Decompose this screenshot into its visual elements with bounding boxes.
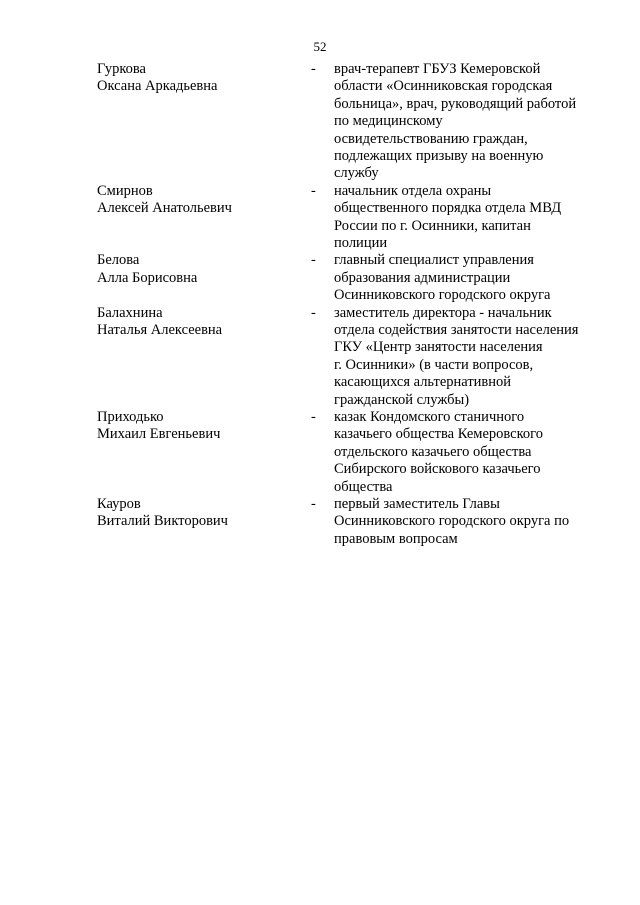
member-role-line: России по г. Осинники, капитан — [334, 217, 531, 234]
member-role — [334, 409, 596, 496]
member-person — [97, 409, 297, 496]
member-role-line: Осинниковского городского округа — [334, 287, 551, 304]
member-role-line: казак Кондомского станичного — [334, 408, 525, 425]
member-role-line: отдела содействия занятости населения — [334, 321, 579, 338]
member-given-names: Наталья Алексеевна — [97, 321, 223, 338]
member-entry — [0, 61, 640, 183]
member-person — [97, 61, 297, 183]
member-role-line: Осинниковского городского округа по — [334, 513, 570, 530]
member-role-line: образования администрации — [334, 269, 511, 286]
entry-dash: - — [311, 252, 316, 269]
member-role-line: подлежащих призыву на военную — [334, 148, 544, 165]
member-role-line: общественного порядка отдела МВД — [334, 200, 562, 217]
member-person — [97, 183, 297, 253]
member-role-line: заместитель директора - начальник — [334, 304, 552, 321]
member-role-line: первый заместитель Главы — [334, 495, 500, 512]
member-role-line: службу — [334, 165, 379, 182]
member-role-line: гражданской службы) — [334, 391, 470, 408]
entry-dash: - — [311, 304, 316, 321]
member-role — [334, 496, 596, 548]
member-given-names: Михаил Евгеньевич — [97, 426, 221, 443]
member-role-line: полиции — [334, 235, 388, 252]
member-role-line: начальник отдела охраны — [334, 182, 492, 199]
member-surname: Смирнов — [97, 182, 153, 199]
member-role-line: казачьего общества Кемеровского — [334, 426, 543, 443]
member-surname: Кауров — [97, 495, 141, 512]
member-role-line: правовым вопросам — [334, 530, 458, 547]
entry-dash: - — [311, 408, 316, 425]
member-role-line: врач-терапевт ГБУЗ Кемеровской — [334, 61, 541, 77]
member-role-line: отдельского казачьего общества — [334, 443, 532, 460]
member-role-line: общества — [334, 478, 393, 495]
member-role-line: области «Осинниковская городская — [334, 78, 553, 95]
member-person — [97, 496, 297, 548]
member-role — [334, 183, 596, 253]
member-role — [334, 61, 596, 183]
member-role-line: г. Осинники» (в части вопросов, — [334, 356, 534, 373]
commission-members-list — [0, 61, 640, 548]
member-given-names: Алексей Анатольевич — [97, 200, 232, 217]
member-given-names: Виталий Викторович — [97, 513, 228, 530]
member-role-line: касающихся альтернативной — [334, 374, 512, 391]
entry-dash: - — [311, 182, 316, 199]
member-role-line: по медицинскому — [334, 113, 443, 130]
member-entry — [0, 183, 640, 253]
member-entry — [0, 305, 640, 409]
member-person — [97, 252, 297, 304]
member-given-names: Оксана Аркадьевна — [97, 78, 218, 95]
member-role-line: больница», врач, руководящий работой — [334, 95, 577, 112]
member-entry — [0, 409, 640, 496]
member-role-line: главный специалист управления — [334, 252, 534, 269]
member-surname: Балахнина — [97, 304, 163, 321]
member-role-line: освидетельствованию граждан, — [334, 130, 528, 147]
member-role-line: Сибирского войскового казачьего — [334, 461, 541, 478]
member-person — [97, 305, 297, 409]
member-given-names: Алла Борисовна — [97, 269, 198, 286]
member-entry — [0, 252, 640, 304]
member-role — [334, 305, 596, 409]
entry-dash: - — [311, 495, 316, 512]
member-surname: Белова — [97, 252, 140, 269]
member-role — [334, 252, 596, 304]
member-surname: Приходько — [97, 408, 164, 425]
entry-dash: - — [311, 61, 316, 77]
member-surname: Гуркова — [97, 61, 146, 77]
page-number: 52 — [313, 39, 327, 54]
member-role-line: ГКУ «Центр занятости населения — [334, 339, 543, 356]
member-entry — [0, 496, 640, 548]
